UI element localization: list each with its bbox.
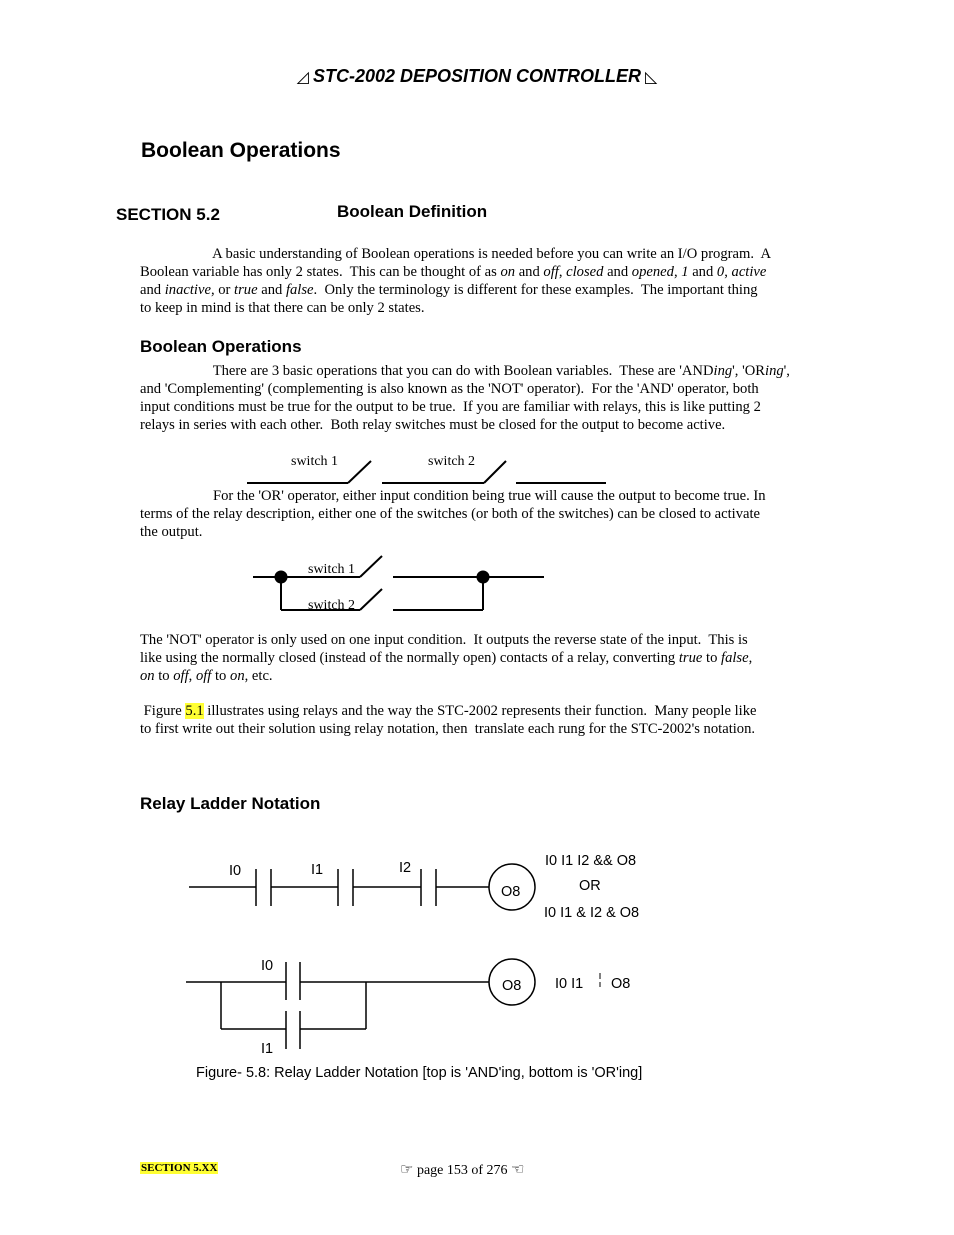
footer-page bbox=[400, 1160, 525, 1179]
expression-or-a: I0 I1 bbox=[555, 976, 584, 992]
header-title: STC-2002 DEPOSITION CONTROLLER bbox=[312, 66, 642, 86]
paragraph-not bbox=[140, 631, 820, 685]
subheading-relay-ladder: Relay Ladder Notation bbox=[140, 794, 321, 813]
pointing-hand-right-icon: ☞ bbox=[400, 1162, 414, 1178]
text-line: on to off, off to on, etc. bbox=[140, 668, 273, 684]
text-line: and 'Complementing' (complementing is also known as the 'NOT' operator). For the 'AND' operator, both bbox=[140, 381, 759, 397]
contact-label-i1: I1 bbox=[311, 862, 324, 878]
expression-and: I0 I1 I2 && O8 bbox=[545, 853, 637, 869]
paragraph-figure-ref bbox=[140, 702, 820, 738]
contact-label-i0: I0 bbox=[229, 863, 242, 879]
text-line: to first write out their solution using relay notation, then translate each rung for the STC-2002's notation. bbox=[140, 721, 756, 737]
pointing-hand-left-icon: ☜ bbox=[511, 1162, 525, 1178]
figure-link[interactable]: 5.1 bbox=[185, 703, 204, 719]
page-header bbox=[0, 66, 954, 87]
junction-dot bbox=[477, 571, 490, 584]
section-title: Boolean Definition bbox=[337, 202, 488, 221]
expression-and-alt: I0 I1 & I2 & O8 bbox=[544, 905, 640, 921]
coil-label: O8 bbox=[501, 884, 521, 900]
text-line: relays in series with each other. Both relay switches must be closed for the output to become active. bbox=[140, 417, 726, 433]
text-line: The 'NOT' operator is only used on one input condition. It outputs the reverse state of the input. This is bbox=[140, 632, 748, 648]
text-line: There are 3 basic operations that you can do with Boolean variables. These are 'ANDing', 'ORing', bbox=[140, 363, 790, 379]
figure-caption: Figure- 5.8: Relay Ladder Notation [top is 'AND'ing, bottom is 'OR'ing] bbox=[196, 1065, 643, 1081]
subheading-boolean-operations: Boolean Operations bbox=[140, 337, 302, 356]
switch2-contact bbox=[484, 461, 506, 483]
switch1-contact bbox=[348, 461, 371, 483]
section-number: SECTION 5.2 bbox=[116, 205, 220, 224]
text-line: like using the normally closed (instead of the normally open) contacts of a relay, converting true to false, bbox=[140, 650, 753, 666]
text-line: Boolean variable has only 2 states. This can be thought of as on and off, closed and opened, 1 and 0, active bbox=[140, 264, 767, 280]
text-line: input conditions must be true for the output to be true. If you are familiar with relays, this is like putting 2 bbox=[140, 399, 761, 415]
relay-ladder-diagram bbox=[0, 840, 954, 1060]
text-line: Figure 5.1 illustrates using relays and the way the STC-2002 represents their function. Many people like bbox=[140, 703, 757, 719]
switch2-label: switch 2 bbox=[428, 454, 476, 469]
pencil-icon: ◿ bbox=[296, 69, 309, 86]
junction-dot bbox=[275, 571, 288, 584]
footer-section-tag: SECTION 5.XX bbox=[141, 1162, 218, 1174]
coil-label: O8 bbox=[502, 978, 522, 994]
paragraph-operations bbox=[140, 362, 820, 434]
text-line: A basic understanding of Boolean operations is needed before you can write an I/O program. A bbox=[140, 246, 772, 262]
switch1-label: switch 1 bbox=[308, 562, 356, 577]
contact-label-i0: I0 bbox=[261, 958, 274, 974]
contact-label-i1: I1 bbox=[261, 1041, 274, 1057]
text-line: For the 'OR' operator, either input condition being true will cause the output to become true. In bbox=[140, 488, 766, 504]
paragraph-or bbox=[140, 487, 820, 541]
expression-or-word: OR bbox=[579, 878, 601, 894]
text-line: and inactive, or true and false. Only the terminology is different for these examples. The important thing bbox=[140, 282, 758, 298]
and-relay-diagram bbox=[0, 440, 954, 490]
page-number: page 153 of 276 bbox=[416, 1163, 508, 1178]
switch2-contact bbox=[360, 589, 382, 610]
text-line: terms of the relay description, either one of the switches (or both of the switches) can be closed to activate bbox=[140, 506, 761, 522]
paragraph-definition bbox=[140, 245, 820, 317]
pencil-icon: ◺ bbox=[645, 69, 658, 86]
switch2-label: switch 2 bbox=[308, 598, 356, 613]
switch1-contact bbox=[360, 556, 382, 577]
switch1-label: switch 1 bbox=[291, 454, 339, 469]
text-line: the output. bbox=[140, 524, 203, 540]
page-title: Boolean Operations bbox=[141, 139, 341, 162]
or-relay-diagram bbox=[0, 548, 954, 618]
text-line: to keep in mind is that there can be only 2 states. bbox=[140, 300, 425, 316]
expression-or-b: O8 bbox=[611, 976, 631, 992]
contact-label-i2: I2 bbox=[399, 860, 412, 876]
